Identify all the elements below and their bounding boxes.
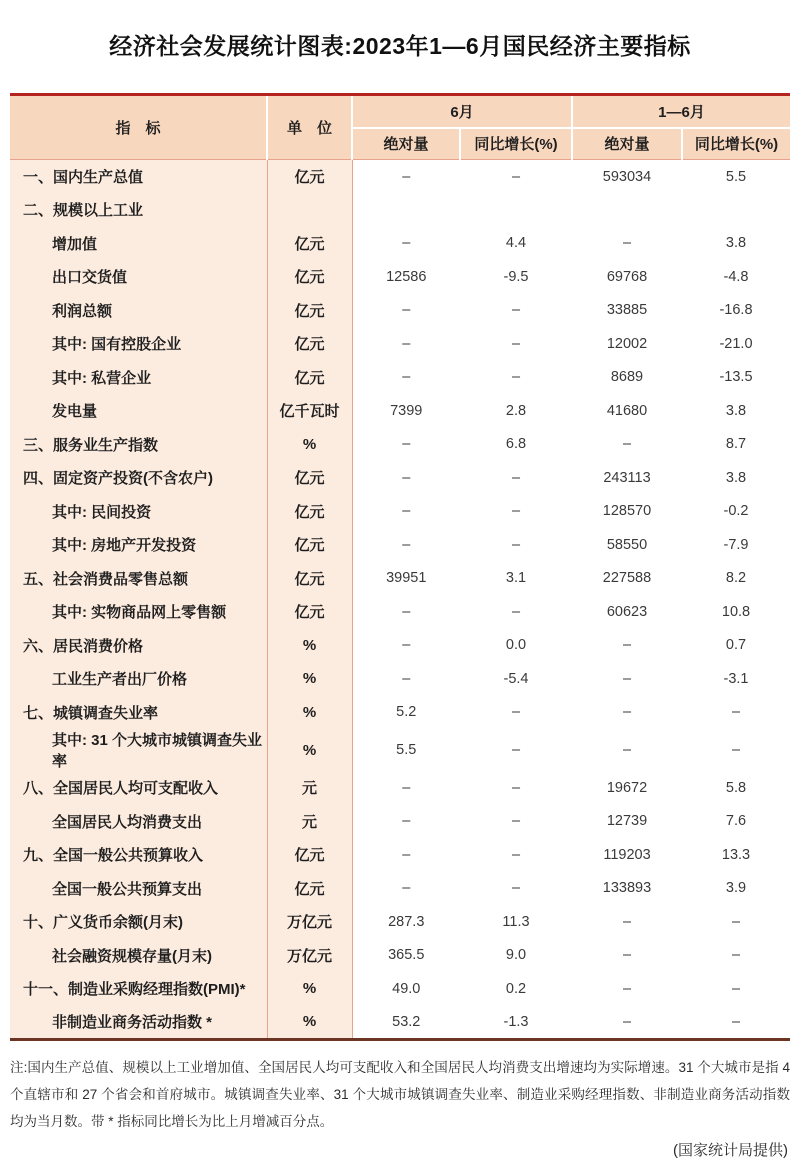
- cum-absolute-cell: 128570: [602, 503, 652, 520]
- table-row: [10, 696, 790, 730]
- source-credit: (国家统计局提供): [673, 1141, 788, 1158]
- table-row: [10, 805, 790, 839]
- june-yoy-cell: –: [511, 536, 521, 553]
- june-absolute-cell: –: [402, 637, 411, 654]
- header-june-group: 6月: [352, 95, 572, 128]
- unit-cell: 亿元: [267, 294, 352, 328]
- cum-yoy-cell: -0.2: [723, 503, 749, 520]
- june-yoy-cell: –: [511, 603, 521, 620]
- june-yoy-cell: –: [511, 369, 521, 386]
- unit-cell: 亿元: [267, 160, 352, 194]
- june-yoy-cell: 0.2: [505, 980, 527, 997]
- june-absolute-cell: –: [402, 813, 411, 830]
- june-absolute-cell: –: [402, 469, 411, 486]
- table-row: [10, 227, 790, 261]
- indicators-table: [10, 93, 790, 1041]
- june-yoy-cell: -5.4: [503, 670, 529, 687]
- cum-yoy-cell: [682, 193, 790, 227]
- table-row: [10, 160, 790, 194]
- table-row: [10, 361, 790, 395]
- cum-yoy-cell: 13.3: [721, 846, 751, 863]
- cum-yoy-cell: -7.9: [723, 536, 749, 553]
- unit-cell: 亿元: [267, 595, 352, 629]
- cum-absolute-cell: 33885: [606, 302, 648, 319]
- cum-yoy-cell: –: [731, 913, 741, 930]
- indicator-cell: 三、服务业生产指数: [10, 428, 267, 462]
- cum-yoy-cell: 0.7: [725, 637, 747, 654]
- cum-absolute-cell: –: [622, 670, 632, 687]
- indicator-cell: 十一、制造业采购经理指数(PMI)*: [10, 972, 267, 1006]
- june-yoy-cell: 3.1: [505, 570, 527, 587]
- june-yoy-cell: 0.0: [505, 637, 527, 654]
- unit-cell: %: [267, 629, 352, 663]
- page-title: 经济社会发展统计图表:2023年1—6月国民经济主要指标: [109, 33, 691, 59]
- unit-cell: %: [267, 972, 352, 1006]
- june-absolute-cell: 12586: [386, 268, 427, 285]
- cum-absolute-cell: 58550: [606, 536, 648, 553]
- unit-cell: 亿元: [267, 872, 352, 906]
- june-absolute-cell: –: [402, 369, 411, 386]
- unit-cell: 万亿元: [267, 905, 352, 939]
- table-row: [10, 629, 790, 663]
- june-yoy-cell: 2.8: [505, 402, 527, 419]
- unit-cell: 万亿元: [267, 939, 352, 973]
- cum-yoy-cell: -16.8: [719, 302, 753, 319]
- header-june-absolute: 绝对量: [352, 128, 460, 160]
- table-row: [10, 905, 790, 939]
- cum-absolute-cell: –: [622, 235, 632, 252]
- indicator-cell: 全国居民人均消费支出: [10, 805, 267, 839]
- indicator-cell: 四、固定资产投资(不含农户): [10, 461, 267, 495]
- june-absolute-cell: 365.5: [388, 947, 425, 964]
- june-yoy-cell: -9.5: [503, 268, 529, 285]
- cum-absolute-cell: 41680: [606, 402, 648, 419]
- indicator-cell: 其中: 私营企业: [10, 361, 267, 395]
- june-yoy-cell: [460, 193, 572, 227]
- unit-cell: 亿元: [267, 495, 352, 529]
- june-absolute-cell: [352, 193, 460, 227]
- june-absolute-cell: –: [402, 536, 411, 553]
- indicator-cell: 出口交货值: [10, 260, 267, 294]
- indicator-cell: 其中: 国有控股企业: [10, 327, 267, 361]
- cum-absolute-cell: 243113: [603, 469, 651, 486]
- unit-cell: 亿元: [267, 528, 352, 562]
- indicator-cell: 其中: 实物商品网上零售额: [10, 595, 267, 629]
- june-absolute-cell: –: [402, 670, 411, 687]
- footnote: 注:国内生产总值、规模以上工业增加值、全国居民人均可支配收入和全国居民人均消费支出增速均为实际增速。31 个大城市是指 4 个直辖市和 27 个省会和首府城市。城镇调查失业率、31 个大城市城镇调查失业率、制造业采购经理指数、非制造业商务活动指数均为当月数。带 * 指标同比增长为比上月增减百分点。: [10, 1059, 790, 1129]
- cum-absolute-cell: –: [622, 913, 632, 930]
- june-yoy-cell: –: [511, 704, 521, 721]
- table-header: [10, 95, 790, 160]
- june-absolute-cell: 287.3: [388, 913, 425, 930]
- cum-yoy-cell: –: [731, 980, 741, 997]
- indicator-cell: 增加值: [10, 227, 267, 261]
- indicator-cell: 非制造业商务活动指数 *: [10, 1006, 267, 1040]
- indicator-cell: 七、城镇调查失业率: [10, 696, 267, 730]
- table-body: [10, 160, 790, 1040]
- cum-yoy-cell: -13.5: [719, 369, 753, 386]
- june-absolute-cell: –: [402, 436, 411, 453]
- cum-yoy-cell: -4.8: [723, 268, 749, 285]
- table-row: [10, 260, 790, 294]
- june-absolute-cell: –: [402, 603, 411, 620]
- cum-yoy-cell: –: [731, 704, 741, 721]
- june-absolute-cell: 7399: [390, 402, 423, 419]
- june-absolute-cell: 39951: [386, 570, 427, 587]
- cum-absolute-cell: 60623: [606, 603, 648, 620]
- cum-yoy-cell: 3.8: [725, 469, 747, 486]
- cum-absolute-cell: 69768: [606, 268, 648, 285]
- table-row: [10, 595, 790, 629]
- june-yoy-cell: –: [511, 503, 521, 520]
- unit-cell: 亿元: [267, 361, 352, 395]
- june-absolute-cell: 5.5: [396, 742, 417, 758]
- unit-cell: 元: [267, 771, 352, 805]
- cum-yoy-cell: -21.0: [719, 335, 753, 352]
- june-absolute-cell: –: [402, 302, 411, 319]
- cum-absolute-cell: –: [622, 704, 632, 721]
- table-row: [10, 528, 790, 562]
- cum-yoy-cell: 5.5: [725, 168, 747, 185]
- cum-yoy-cell: 5.8: [725, 779, 747, 796]
- unit-cell: 亿千瓦时: [267, 394, 352, 428]
- table-row: [10, 495, 790, 529]
- cum-yoy-cell: 8.7: [725, 436, 747, 453]
- indicator-cell: 其中: 31 个大城市城镇调查失业率: [10, 729, 267, 771]
- table-row: [10, 394, 790, 428]
- cum-absolute-cell: –: [622, 637, 632, 654]
- cum-absolute-cell: 119203: [603, 846, 651, 863]
- table-row: [10, 1006, 790, 1040]
- unit-cell: 亿元: [267, 562, 352, 596]
- unit-cell: 亿元: [267, 327, 352, 361]
- june-yoy-cell: –: [511, 335, 521, 352]
- unit-cell: 亿元: [267, 260, 352, 294]
- june-yoy-cell: –: [511, 469, 521, 486]
- june-absolute-cell: –: [402, 168, 411, 185]
- cum-yoy-cell: 3.8: [725, 402, 747, 419]
- cum-yoy-cell: 7.6: [725, 813, 747, 830]
- indicator-cell: 五、社会消费品零售总额: [10, 562, 267, 596]
- indicator-cell: 社会融资规模存量(月末): [10, 939, 267, 973]
- unit-cell: %: [267, 1006, 352, 1040]
- table-row: [10, 729, 790, 771]
- header-indicator: 指 标: [10, 95, 267, 160]
- june-absolute-cell: –: [402, 235, 411, 252]
- cum-absolute-cell: 227588: [602, 570, 652, 587]
- june-yoy-cell: –: [511, 302, 521, 319]
- cum-absolute-cell: [572, 193, 682, 227]
- indicator-cell: 利润总额: [10, 294, 267, 328]
- cum-absolute-cell: –: [622, 980, 632, 997]
- june-yoy-cell: –: [511, 813, 521, 830]
- cum-yoy-cell: 8.2: [725, 570, 747, 587]
- cum-absolute-cell: 593034: [602, 168, 652, 185]
- june-yoy-cell: –: [511, 779, 521, 796]
- cum-yoy-cell: –: [731, 742, 741, 758]
- unit-cell: 亿元: [267, 461, 352, 495]
- cum-absolute-cell: 12002: [606, 335, 648, 352]
- cum-absolute-cell: –: [622, 742, 632, 758]
- june-yoy-cell: 11.3: [502, 913, 530, 930]
- cum-absolute-cell: 8689: [610, 369, 644, 386]
- cum-yoy-cell: 10.8: [721, 603, 751, 620]
- unit-cell: %: [267, 428, 352, 462]
- table-row: [10, 662, 790, 696]
- cum-yoy-cell: 3.8: [725, 235, 747, 252]
- indicator-cell: 工业生产者出厂价格: [10, 662, 267, 696]
- table-row: [10, 771, 790, 805]
- indicator-cell: 发电量: [10, 394, 267, 428]
- indicator-cell: 其中: 房地产开发投资: [10, 528, 267, 562]
- cum-yoy-cell: –: [731, 1013, 741, 1030]
- cum-absolute-cell: 12739: [606, 813, 648, 830]
- unit-cell: %: [267, 662, 352, 696]
- june-yoy-cell: 9.0: [505, 947, 527, 964]
- table-row: [10, 972, 790, 1006]
- unit-cell: %: [267, 729, 352, 771]
- cum-absolute-cell: 133893: [602, 880, 652, 897]
- header-cum-yoy: 同比增长(%): [682, 128, 790, 160]
- june-yoy-cell: -1.3: [503, 1013, 529, 1030]
- table-row: [10, 838, 790, 872]
- table-row: [10, 294, 790, 328]
- table-row: [10, 461, 790, 495]
- cum-absolute-cell: –: [622, 947, 632, 964]
- table-row: [10, 327, 790, 361]
- table-row: [10, 939, 790, 973]
- cum-absolute-cell: –: [622, 436, 632, 453]
- table-row: [10, 562, 790, 596]
- indicator-cell: 六、居民消费价格: [10, 629, 267, 663]
- june-yoy-cell: –: [511, 168, 521, 185]
- unit-cell: %: [267, 696, 352, 730]
- cum-absolute-cell: 19672: [606, 779, 648, 796]
- june-absolute-cell: 49.0: [392, 980, 421, 997]
- june-absolute-cell: 5.2: [396, 704, 417, 721]
- indicator-cell: 八、全国居民人均可支配收入: [10, 771, 267, 805]
- unit-cell: 亿元: [267, 838, 352, 872]
- cum-yoy-cell: 3.9: [725, 880, 747, 897]
- indicator-cell: 二、规模以上工业: [10, 193, 267, 227]
- june-yoy-cell: 4.4: [505, 235, 527, 252]
- indicator-cell: 九、全国一般公共预算收入: [10, 838, 267, 872]
- june-absolute-cell: 53.2: [392, 1013, 421, 1030]
- header-june-yoy: 同比增长(%): [460, 128, 572, 160]
- june-absolute-cell: –: [402, 880, 411, 897]
- cum-yoy-cell: -3.1: [723, 670, 749, 687]
- header-jan-june-group: 1—6月: [572, 95, 790, 128]
- june-yoy-cell: 6.8: [505, 436, 527, 453]
- table-row: [10, 428, 790, 462]
- june-absolute-cell: –: [402, 503, 411, 520]
- table-row: [10, 193, 790, 227]
- june-yoy-cell: –: [511, 742, 521, 758]
- indicator-cell: 一、国内生产总值: [10, 160, 267, 194]
- table-row: [10, 872, 790, 906]
- cum-yoy-cell: –: [731, 947, 741, 964]
- cum-absolute-cell: –: [622, 1013, 632, 1030]
- header-unit: 单 位: [267, 95, 352, 160]
- unit-cell: 亿元: [267, 227, 352, 261]
- header-cum-absolute: 绝对量: [572, 128, 682, 160]
- unit-cell: [267, 193, 352, 227]
- unit-cell: 元: [267, 805, 352, 839]
- june-yoy-cell: –: [511, 880, 521, 897]
- june-yoy-cell: –: [511, 846, 521, 863]
- indicator-cell: 全国一般公共预算支出: [10, 872, 267, 906]
- indicator-cell: 其中: 民间投资: [10, 495, 267, 529]
- indicator-cell: 十、广义货币余额(月末): [10, 905, 267, 939]
- june-absolute-cell: –: [402, 846, 411, 863]
- june-absolute-cell: –: [402, 779, 411, 796]
- june-absolute-cell: –: [402, 335, 411, 352]
